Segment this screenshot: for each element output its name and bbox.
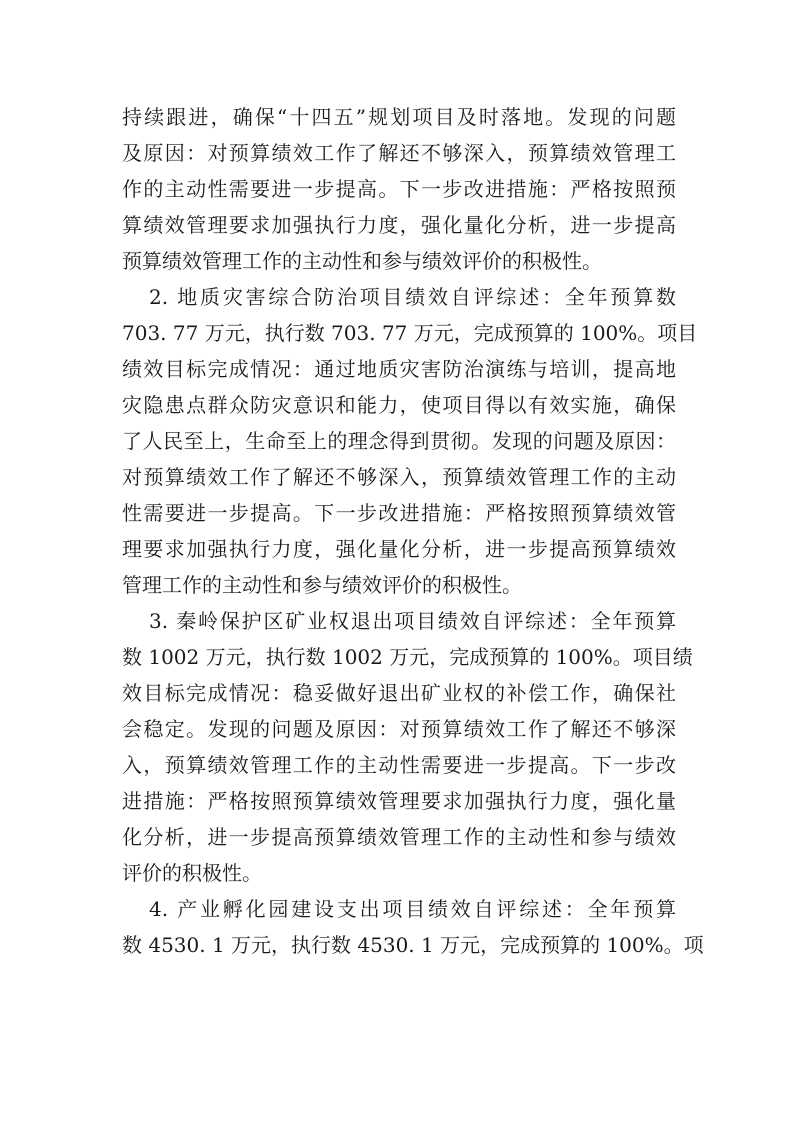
text-line: 预算绩效管理工作的主动性和参与绩效评价的积极性。 [122, 249, 602, 273]
text-line: 绩效目标完成情况：通过地质灾害防治演练与培训，提高地 [122, 357, 676, 381]
text-line: 会稳定。发现的问题及原因：对预算绩效工作了解还不够深 [122, 717, 676, 741]
text-line: 及原因：对预算绩效工作了解还不够深入，预算绩效管理工 [122, 141, 676, 165]
paragraph-item-3 [122, 603, 693, 891]
text-line: 评价的积极性。 [122, 861, 262, 885]
paragraph-item-4 [122, 891, 704, 963]
text-line: 算绩效管理要求加强执行力度，强化量化分析，进一步提高 [122, 213, 676, 237]
text-line: 3. 秦岭保护区矿业权退出项目绩效自评综述：全年预算 [149, 609, 676, 633]
text-line: 4. 产业孵化园建设支出项目绩效自评综述：全年预算 [149, 897, 676, 921]
text-line: 作的主动性需要进一步提高。下一步改进措施：严格按照预 [122, 177, 676, 201]
text-line: 2. 地质灾害综合防治项目绩效自评综述：全年预算数 [149, 285, 676, 309]
text-line: 数 1002 万元，执行数 1002 万元，完成预算的 100%。项目绩 [122, 645, 693, 669]
paragraph-continuation [122, 99, 676, 279]
paragraph-item-2 [122, 279, 698, 603]
text-line: 入，预算绩效管理工作的主动性需要进一步提高。下一步改 [122, 753, 676, 777]
text-line: 对预算绩效工作了解还不够深入，预算绩效管理工作的主动 [122, 465, 676, 489]
text-line: 管理工作的主动性和参与绩效评价的积极性。 [122, 573, 522, 597]
text-line: 了人民至上，生命至上的理念得到贯彻。发现的问题及原因： [122, 429, 676, 453]
text-line: 持续跟进，确保“十四五”规划项目及时落地。发现的问题 [122, 105, 676, 129]
text-line: 数 4530. 1 万元，执行数 4530. 1 万元，完成预算的 100%。项 [122, 933, 704, 957]
document-body [122, 99, 704, 963]
text-line: 进措施：严格按照预算绩效管理要求加强执行力度，强化量 [122, 789, 676, 813]
text-line: 灾隐患点群众防灾意识和能力，使项目得以有效实施，确保 [122, 393, 676, 417]
text-line: 703. 77 万元，执行数 703. 77 万元，完成预算的 100%。项目 [122, 321, 698, 345]
text-line: 效目标完成情况：稳妥做好退出矿业权的补偿工作，确保社 [122, 681, 676, 705]
text-line: 性需要进一步提高。下一步改进措施：严格按照预算绩效管 [122, 501, 676, 525]
text-line: 理要求加强执行力度，强化量化分析，进一步提高预算绩效 [122, 537, 676, 561]
text-line: 化分析，进一步提高预算绩效管理工作的主动性和参与绩效 [122, 825, 676, 849]
